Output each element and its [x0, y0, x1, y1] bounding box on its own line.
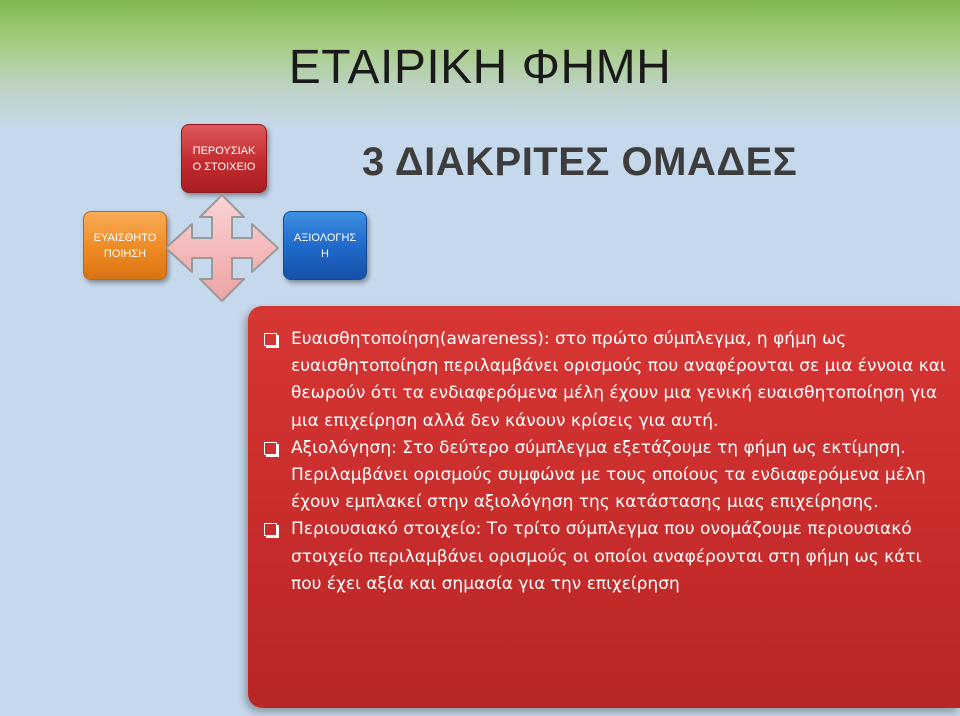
box-perousiako-stoixeio — [181, 124, 267, 193]
bullet-awareness-text: Ευαισθητοποίηση(awareness): στο πρώτο σύμπλεγμα, η φήμη ως ευαισθητοποίηση περιλαμβάνει ορισμούς που αναφέρονται σε μια έννοια και θεωρούν ότι τα ενδιαφερόμενα μέλη έχουν μια γενική ευαισθητοποίηση για μια επιχείρηση αλλά δεν κάνουν κρίσεις για αυτή. — [291, 329, 946, 431]
box-perousiako-stoixeio-label: ΠΕΡΟΥΣΙΑΚ Ο ΣΤΟΙΧΕΙΟ — [192, 144, 256, 173]
section-subtitle: 3 ΔΙΑΚΡΙΤΕΣ ΟΜΑΔΕΣ — [362, 140, 798, 184]
checkbox-bullet-icon — [264, 333, 277, 346]
box-euaisthitopoiisi-label: ΕΥΑΙΣΘΗΤΟ ΠΟΙΗΣΗ — [93, 231, 157, 260]
box-euaisthitopoiisi — [83, 211, 167, 280]
four-way-arrows-icon — [164, 193, 280, 303]
checkbox-bullet-icon — [264, 523, 277, 536]
page-title: ΕΤΑΙΡΙΚΗ ΦΗΜΗ — [288, 41, 672, 94]
bullet-evaluation — [262, 435, 952, 517]
bullet-evaluation-text: Αξιολόγηση: Στο δεύτερο σύμπλεγμα εξετάζουμε τη φήμη ως εκτίμηση. Περιλαμβάνει ορισμούς συμφώνα με τους οποίους τα ενδιαφερόμενα μέλη έχουν εμπλακεί στην αξιολόγηση της κατάστασης μιας επιχείρησης. — [291, 437, 926, 513]
bullet-asset — [262, 516, 952, 598]
checkbox-bullet-icon — [264, 442, 277, 455]
bullet-asset-text: Περιουσιακό στοιχείο: Το τρίτο σύμπλεγμα που ονομάζουμε περιουσιακό στοιχείο περιλαμβάνει ορισμούς οι οποίοι αναφέρονται στη φήμη ως κάτι που έχει αξία και σημασία για την επιχείρηση — [291, 519, 922, 594]
bullet-awareness — [262, 326, 952, 435]
box-axiologisi-label: ΑΞΙΟΛΟΓΗΣ Η — [293, 231, 357, 260]
box-axiologisi — [283, 211, 367, 280]
bullet-list — [262, 326, 952, 598]
